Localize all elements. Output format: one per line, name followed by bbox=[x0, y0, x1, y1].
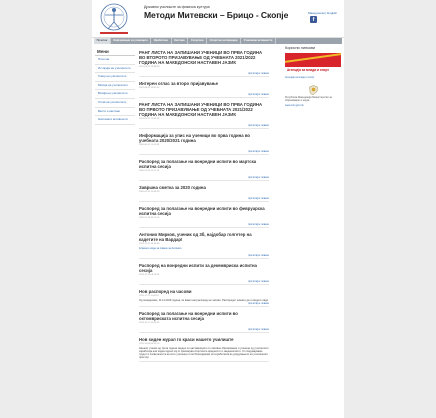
post-title[interactable]: Завршна сметка за 2020 година bbox=[139, 185, 206, 191]
news-post bbox=[139, 206, 269, 228]
post-title[interactable]: Антонио Мирков, ученик од 3б, најдобар голгетер на кадетите на Вардар! bbox=[139, 232, 252, 243]
post-excerpt: Од понеделник, 11.11.2019 година, ќе важи нов распоред на часови. Распоредот можете да го видите овде. bbox=[139, 298, 269, 302]
read-more-link[interactable]: прочитајте повеќе bbox=[248, 328, 269, 331]
facebook-icon[interactable]: f bbox=[310, 16, 317, 23]
post-date: 2020-02-25 11:21:10 bbox=[139, 170, 160, 173]
post-date: 2019-10-09 08:53:19 bbox=[139, 342, 160, 345]
post-title[interactable]: Распоред за полагање на вонредни испити во октомвриската испитна сесија bbox=[139, 311, 238, 322]
news-post bbox=[139, 232, 269, 259]
read-more-link[interactable]: прочитајте повеќе bbox=[248, 176, 269, 180]
page bbox=[92, 0, 344, 418]
post-date: 2020-06-11 12:41:09 bbox=[139, 144, 160, 147]
ministry-caption: Република Македонија Министерство за образование и наука bbox=[285, 96, 332, 102]
read-more-link[interactable]: прочитајте повеќе bbox=[248, 93, 269, 96]
news-post bbox=[139, 185, 269, 202]
post-date: 2021-06-17 10:32:19 bbox=[139, 118, 160, 121]
read-more-link[interactable]: прочитајте повеќе bbox=[248, 197, 269, 200]
post-date: 2021-08-27 08:51:34 bbox=[139, 87, 160, 89]
school-title: Методи Митевски – Брицо - Скопје bbox=[144, 10, 289, 20]
nav-item-competitions[interactable]: Спортски натпревари bbox=[207, 38, 241, 44]
read-more-link[interactable]: прочитајте повеќе bbox=[248, 280, 269, 283]
news-post bbox=[139, 102, 269, 129]
school-logo[interactable] bbox=[96, 2, 132, 36]
nav-item-staff[interactable]: Вработени bbox=[151, 38, 171, 44]
read-more-link[interactable]: прочитајте повеќе bbox=[248, 254, 269, 257]
read-more-link[interactable]: прочитајте повеќе bbox=[248, 124, 269, 128]
useful-links-title: Корисни линкови bbox=[285, 46, 316, 50]
nav-item-student-info[interactable]: Информации за учениците bbox=[111, 38, 152, 44]
news-post bbox=[139, 133, 269, 155]
read-more-link[interactable]: прочитајте повеќе bbox=[248, 72, 269, 76]
news-post bbox=[139, 311, 269, 333]
news-post bbox=[139, 159, 269, 181]
youth-sport-agency-banner[interactable] bbox=[285, 53, 341, 75]
post-title[interactable]: Нов ѕиден мурал го краси нашето училиште bbox=[139, 337, 234, 342]
banner-text: Агенција за млади и спорт bbox=[287, 68, 329, 72]
post-date: 2019-11-11 11:00:52 bbox=[139, 294, 159, 297]
banner-caption-link[interactable]: Агенција за млади и спорт bbox=[285, 76, 315, 79]
news-post bbox=[139, 289, 269, 307]
post-date: 2020-01-29 09:12:16 bbox=[139, 217, 160, 219]
nav-item-activities[interactable]: Училишни активности bbox=[241, 38, 276, 44]
read-more-link[interactable]: прочитајте повеќе bbox=[248, 302, 269, 305]
post-title[interactable]: Распоред за полагање на вонредни испити во февруарска испитна сесија bbox=[139, 206, 265, 217]
news-post bbox=[139, 50, 269, 77]
post-inline-link[interactable]: Кликнете овде за повеќе за Антонио bbox=[139, 247, 182, 250]
post-date: 2019-11-19 08:26:56 bbox=[139, 274, 160, 276]
sidebar-title: Мени bbox=[95, 48, 135, 56]
nav-item-teaching[interactable]: Настава bbox=[172, 38, 189, 44]
sidebar-item-news[interactable]: Вести и настани bbox=[95, 108, 135, 117]
post-excerpt: Нашиот ученик од трета година заедно со наставниците по ликовно образование и ученици од училиштето изработија нов ѕиден мурал кој ги прикажува спортските вредности и заедништвото. Го поздравуваме трудот и посветеноста на сите учесници и им благодариме за соработката во уредувањето на училишниот простор. bbox=[139, 346, 269, 360]
nav-item-sports[interactable]: Спортови bbox=[188, 38, 207, 44]
header bbox=[92, 0, 344, 38]
top-nav bbox=[94, 38, 342, 44]
news-post bbox=[139, 81, 269, 98]
read-more-link[interactable]: прочитајте повеќе bbox=[248, 150, 269, 154]
banner-stripe bbox=[285, 53, 341, 63]
sidebar-item-activities[interactable]: Настанати активности bbox=[95, 116, 135, 125]
post-date: 2020-02-20 13:46:28 bbox=[139, 191, 160, 193]
post-title[interactable]: Распоред на вонредни испити за декемвриска испитна сесија bbox=[139, 263, 257, 274]
post-title[interactable]: РАНГ ЛИСТА НА ЗАПИШАНИ УЧЕНИЦИ ВО ПРВА ГОДИНА ВО ПРВОТО ПРИЈАВУВАЊЕ ОД УЧЕБНАТА 2021/2022 ГОДИНА НА МАКЕДОНСКИ НАСТАВЕН ЈАЗИК bbox=[139, 102, 263, 118]
school-subtitle: Државно училиште за физичка култура bbox=[144, 5, 210, 9]
ministry-link[interactable]: www.mon.gov.mk bbox=[285, 104, 304, 107]
post-title[interactable]: Информација за упис на ученици во прва година во учебната 2020/2021 година bbox=[139, 133, 251, 144]
post-title[interactable]: Распоред за полагање на вонредни испити во мартска испитна сесија bbox=[139, 159, 257, 170]
language-switch[interactable]: Македонски | English bbox=[308, 11, 337, 15]
news-feed bbox=[139, 50, 269, 418]
post-title[interactable]: РАНГ ЛИСТА НА ЗАПИШАНИ УЧЕНИЦИ ВО ПРВА ГОДИНА ВО ВТОРОТО ПРИЈАВУВАЊЕ ОД УЧЕБНАТА 2021/2022 ГОДИНА НА МАКЕДОНСКИ НАСТАВЕН ЈАЗИК bbox=[139, 50, 263, 66]
post-title[interactable]: Интерен оглас за второ пријавување bbox=[139, 81, 218, 87]
post-date: 2019-12-17 09:44:05 bbox=[139, 243, 160, 245]
post-date: 2021-08-27 09:08:39 bbox=[139, 66, 160, 69]
post-date: 2019-10-17 09:09:26 bbox=[139, 322, 160, 324]
sidebar-item-history[interactable]: Историја на училиштето bbox=[95, 65, 135, 74]
news-post bbox=[139, 263, 269, 285]
right-column bbox=[285, 46, 343, 107]
sidebar bbox=[95, 48, 135, 125]
sidebar-item-speech[interactable]: Говор на училиштето bbox=[95, 73, 135, 82]
news-post bbox=[139, 337, 269, 362]
sidebar-item-statute[interactable]: Устав на училиштето bbox=[95, 99, 135, 108]
read-more-link[interactable]: прочитајте повеќе bbox=[248, 223, 269, 226]
sidebar-item-vision[interactable]: Визија на училиштето bbox=[95, 90, 135, 99]
sidebar-item-mission[interactable]: Мисија на училиштето bbox=[95, 82, 135, 91]
nav-item-home[interactable]: Почетна bbox=[94, 38, 111, 44]
post-title[interactable]: Нов распоред на часови bbox=[139, 289, 192, 294]
state-crest-icon[interactable] bbox=[309, 85, 318, 95]
sidebar-item-home[interactable]: Почетна bbox=[95, 56, 135, 65]
